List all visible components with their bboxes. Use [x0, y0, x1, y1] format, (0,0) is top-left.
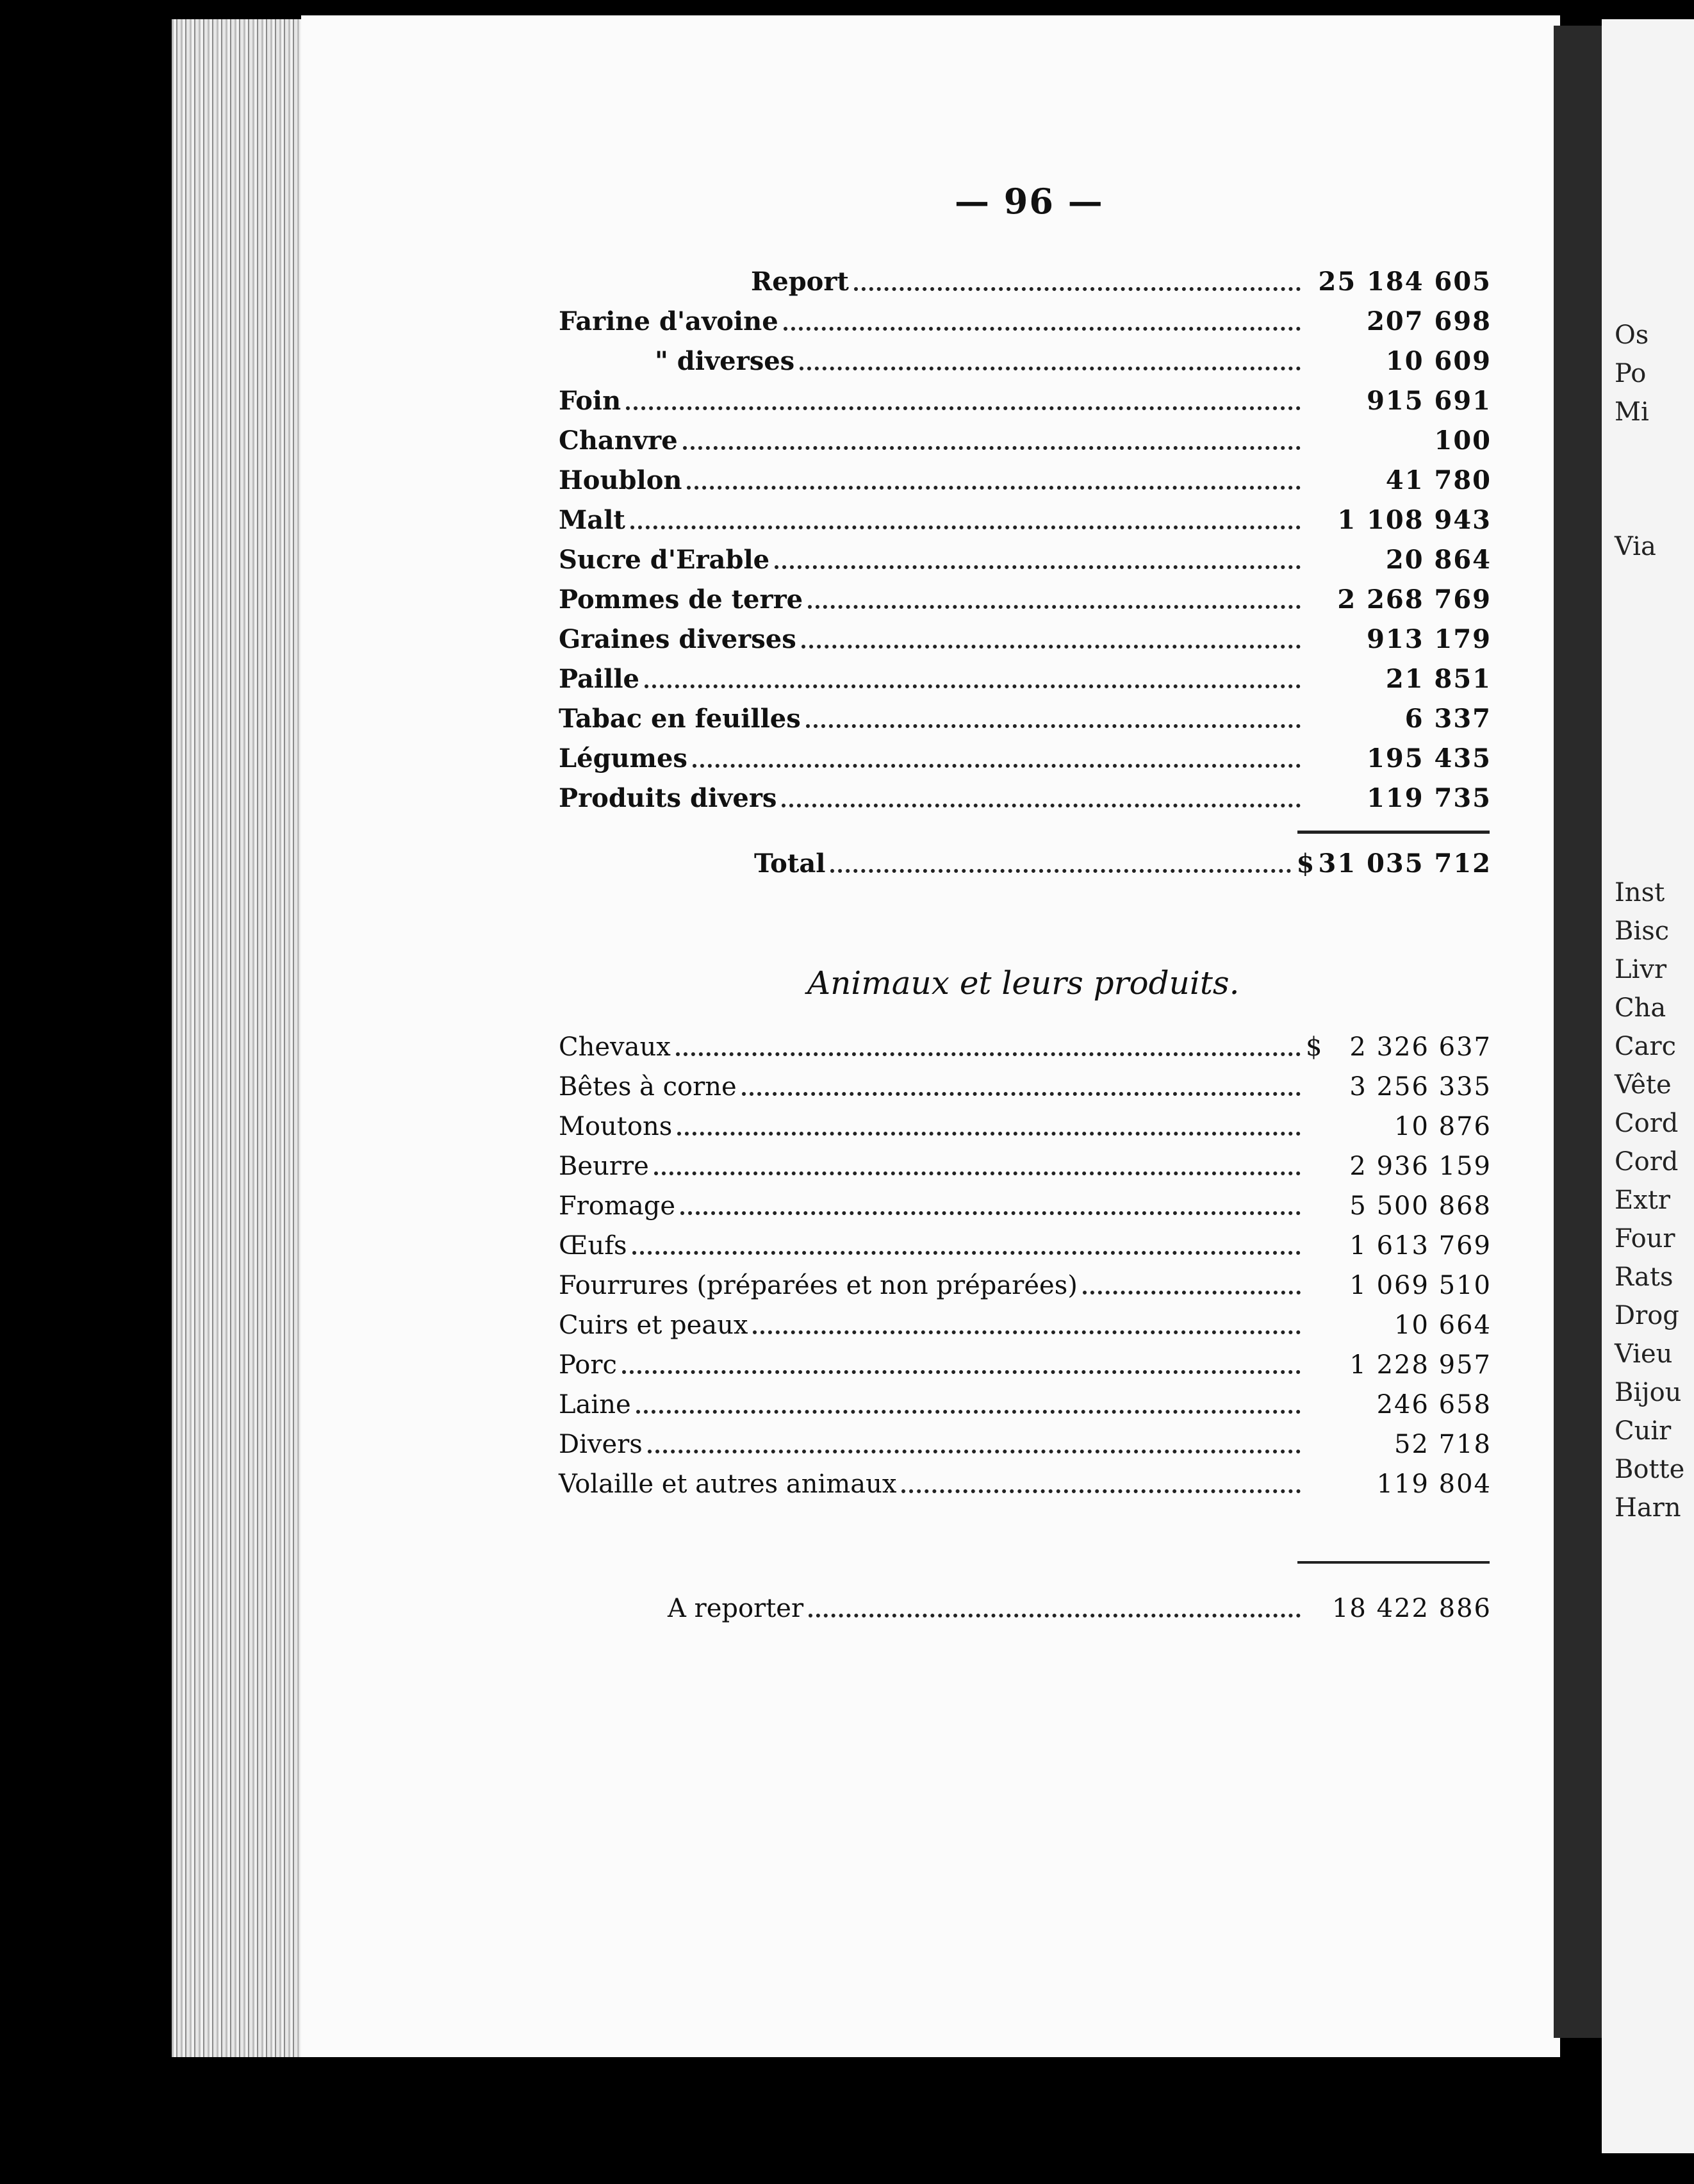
crops-total	[559, 837, 1492, 877]
row-value: 6 337	[1404, 704, 1492, 734]
table-row	[559, 454, 1492, 493]
dot-leader	[808, 605, 1301, 609]
dot-leader	[806, 724, 1301, 728]
table-row	[559, 732, 1492, 772]
dot-leader	[632, 1251, 1301, 1255]
row-label: Légumes	[559, 743, 687, 774]
row-value: 246 658	[1376, 1390, 1492, 1419]
sum-rule	[1297, 831, 1490, 834]
dot-leader	[654, 1171, 1301, 1175]
table-row	[559, 1060, 1492, 1100]
fragment-text: Rats	[1615, 1262, 1673, 1292]
dot-leader	[901, 1489, 1301, 1493]
row-label: Farine d'avoine	[559, 306, 778, 336]
row-value: 20 864	[1385, 545, 1492, 575]
book-page-edges	[172, 19, 306, 2057]
row-label: Total	[754, 848, 826, 879]
currency-sign: $	[1296, 848, 1315, 879]
dot-leader	[648, 1450, 1301, 1453]
dot-leader	[1083, 1291, 1301, 1295]
fragment-text: Cord	[1615, 1109, 1679, 1138]
row-value: 2 936 159	[1349, 1152, 1492, 1181]
dot-leader	[645, 684, 1301, 688]
table-row	[559, 772, 1492, 811]
row-label: Pommes de terre	[559, 584, 803, 615]
row-label: Moutons	[559, 1112, 673, 1141]
row-value: 913 179	[1367, 624, 1492, 654]
row-label: Malt	[559, 505, 625, 535]
row-value: 1 069 510	[1349, 1271, 1492, 1300]
fragment-text: Vieu	[1615, 1339, 1673, 1369]
row-label: Bêtes à corne	[559, 1072, 737, 1102]
row-label: Produits divers	[559, 783, 777, 813]
dot-leader	[775, 565, 1301, 569]
table-row	[559, 573, 1492, 613]
row-label: Sucre d'Erable	[559, 545, 770, 575]
row-label: Chanvre	[559, 426, 678, 456]
page-number: — 96 —	[955, 181, 1104, 222]
row-label: Chevaux	[559, 1032, 671, 1062]
sum-rule	[1297, 1561, 1490, 1564]
dot-leader	[676, 1052, 1301, 1056]
row-label: Houblon	[559, 465, 682, 495]
dot-leader	[693, 764, 1301, 768]
row-value: 41 780	[1385, 465, 1492, 495]
row-value: 10 664	[1394, 1311, 1492, 1340]
fragment-text: Four	[1615, 1224, 1675, 1253]
row-value: 119 735	[1367, 783, 1492, 813]
currency-sign: $	[1306, 1032, 1322, 1062]
table-row	[559, 295, 1492, 335]
dot-leader	[680, 1211, 1301, 1215]
row-value: 119 804	[1376, 1469, 1492, 1499]
fragment-text: Os	[1615, 320, 1649, 350]
table-row	[559, 374, 1492, 414]
row-label: Report	[751, 267, 849, 297]
table-row	[559, 1020, 1492, 1060]
fragment-text: Cha	[1615, 993, 1666, 1023]
row-value: 52 718	[1394, 1430, 1492, 1459]
dot-leader	[854, 287, 1301, 291]
dot-leader	[809, 1614, 1301, 1617]
dot-leader	[782, 804, 1301, 807]
table-row	[559, 652, 1492, 692]
table-row	[559, 1179, 1492, 1219]
fragment-text: Cuir	[1615, 1416, 1672, 1446]
fragment-text: Po	[1615, 359, 1647, 388]
dot-leader	[742, 1092, 1301, 1096]
adjacent-page-fragment	[1602, 19, 1694, 2153]
row-value: 2 268 769	[1337, 584, 1492, 615]
fragment-text: Cord	[1615, 1147, 1679, 1177]
row-label: Tabac en feuilles	[559, 704, 801, 734]
row-value: 10 876	[1394, 1112, 1492, 1141]
row-value: 1 613 769	[1349, 1231, 1492, 1261]
dot-leader	[687, 486, 1301, 490]
table-row	[559, 692, 1492, 732]
table-row	[559, 1259, 1492, 1298]
total-row	[559, 837, 1492, 877]
table-row	[559, 1457, 1492, 1497]
table-row	[559, 1139, 1492, 1179]
table-row	[559, 533, 1492, 573]
fragment-text: Inst	[1615, 878, 1665, 907]
table-row	[559, 1100, 1492, 1139]
table-row	[559, 493, 1492, 533]
dot-leader	[802, 645, 1301, 649]
dot-leader	[800, 367, 1301, 370]
dot-leader	[636, 1410, 1301, 1414]
dot-leader	[753, 1330, 1301, 1334]
table-row	[559, 1338, 1492, 1378]
table-row	[559, 613, 1492, 652]
row-value: 10 609	[1385, 346, 1492, 376]
table-row	[559, 1418, 1492, 1457]
row-label: Beurre	[559, 1152, 649, 1181]
table-row	[559, 414, 1492, 454]
row-value: 1 108 943	[1337, 505, 1492, 535]
row-label: Laine	[559, 1390, 631, 1419]
section-title: Animaux et leurs produits.	[807, 964, 1240, 1002]
fragment-text: Bisc	[1615, 916, 1670, 946]
report-row	[559, 255, 1492, 295]
row-label: Œufs	[559, 1231, 627, 1261]
row-value: 5 500 868	[1349, 1191, 1492, 1221]
dot-leader	[677, 1132, 1301, 1136]
dot-leader	[630, 525, 1301, 529]
table-row	[559, 335, 1492, 374]
dot-leader	[622, 1370, 1301, 1374]
row-value: 3 256 335	[1349, 1072, 1492, 1102]
row-label: Fourrures (préparées et non préparées)	[559, 1271, 1078, 1300]
row-label: Foin	[559, 386, 621, 416]
row-value: 18 422 886	[1331, 1594, 1492, 1623]
row-value: 915 691	[1367, 386, 1492, 416]
row-value: 195 435	[1367, 743, 1492, 774]
row-value: 31 035 712	[1318, 848, 1492, 879]
row-label: Graines diverses	[559, 624, 796, 654]
row-value: 207 698	[1367, 306, 1492, 336]
row-value: 1 228 957	[1349, 1350, 1492, 1380]
carry-forward	[559, 1582, 1492, 1621]
row-value: 2 326 637	[1349, 1032, 1492, 1062]
fragment-text: Drog	[1615, 1301, 1679, 1330]
fragment-text: Bijou	[1615, 1378, 1682, 1407]
dot-leader	[683, 446, 1301, 450]
fragment-text: Botte	[1615, 1455, 1685, 1484]
dot-leader	[626, 406, 1301, 410]
fragment-text: Extr	[1615, 1186, 1670, 1215]
fragment-text: Harn	[1615, 1493, 1681, 1523]
table-row	[559, 1298, 1492, 1338]
row-value: 25 184 605	[1318, 267, 1492, 297]
row-value: 100	[1434, 426, 1492, 456]
row-label: Paille	[559, 664, 639, 694]
carry-row	[559, 1582, 1492, 1621]
row-label: Divers	[559, 1430, 643, 1459]
crops-table	[559, 255, 1492, 811]
fragment-text: Vête	[1615, 1070, 1672, 1100]
row-label: Cuirs et peaux	[559, 1311, 748, 1340]
animals-table	[559, 1020, 1492, 1497]
dot-leader	[830, 869, 1291, 873]
fragment-text: Mi	[1615, 397, 1649, 427]
row-label: Porc	[559, 1350, 617, 1380]
table-row	[559, 1378, 1492, 1418]
row-value: 21 851	[1385, 664, 1492, 694]
row-label: " diverses	[655, 346, 795, 376]
fragment-text: Carc	[1615, 1032, 1676, 1061]
row-label: Volaille et autres animaux	[559, 1469, 897, 1499]
row-label: A reporter	[668, 1594, 804, 1623]
table-row	[559, 1219, 1492, 1259]
fragment-text: Via	[1615, 532, 1656, 561]
dot-leader	[784, 327, 1301, 331]
fragment-text: Livr	[1615, 955, 1667, 984]
row-label: Fromage	[559, 1191, 676, 1221]
